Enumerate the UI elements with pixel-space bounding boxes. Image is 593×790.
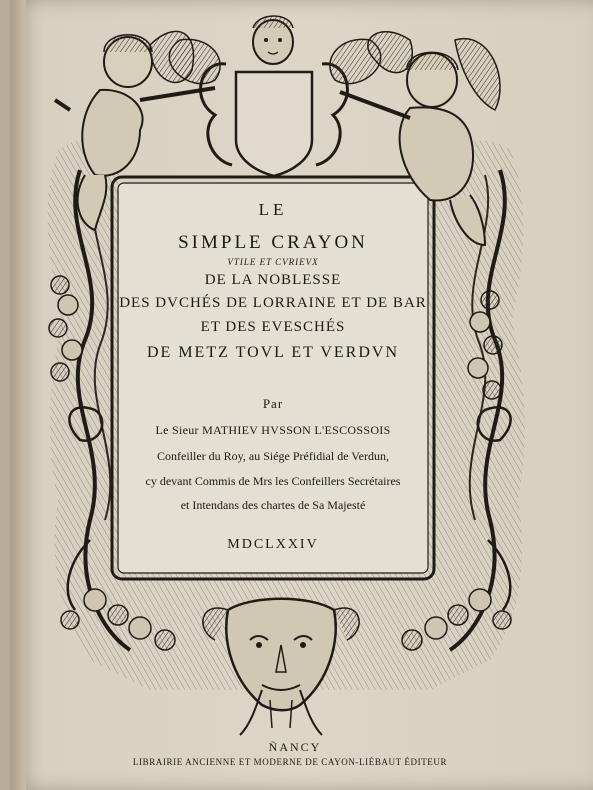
author-title-line-1: Confeiller du Roy, au Siége Préfidial de Verdun,	[157, 449, 389, 463]
subtitle-utile: VTILE ET CVRIEVX	[227, 257, 319, 267]
imprint-city: ÑANCY	[268, 740, 322, 754]
title-duches: DES DVCHÉS DE LORRAINE ET DE BAR	[119, 295, 427, 311]
title-le: LE	[258, 200, 288, 219]
author-title-line-3: et Intendans des chartes de Sa Majesté	[180, 498, 366, 512]
imprint-publisher: LIBRAIRIE ANCIENNE ET MODERNE DE CAYON-LIÉBAUT ÉDITEUR	[132, 757, 448, 767]
par-label: Par	[262, 396, 284, 411]
title-simple-crayon: SIMPLE CRAYON	[178, 232, 368, 253]
author-title-line-2: cy devant Commis de Mrs les Confeillers Secrétaires	[145, 474, 401, 488]
publication-year: MDCLXXIV	[227, 537, 319, 552]
title-evesches: ET DES EVESCHÉS	[200, 319, 346, 335]
title-noblesse: DE LA NOBLESSE	[204, 272, 342, 288]
cherub-head-icon	[253, 16, 293, 64]
author-line: Le Sieur MATHIEV HVSSON L'ESCOSSOIS	[155, 423, 391, 437]
title-metz: DE METZ TOVL ET VERDVN	[147, 344, 399, 361]
